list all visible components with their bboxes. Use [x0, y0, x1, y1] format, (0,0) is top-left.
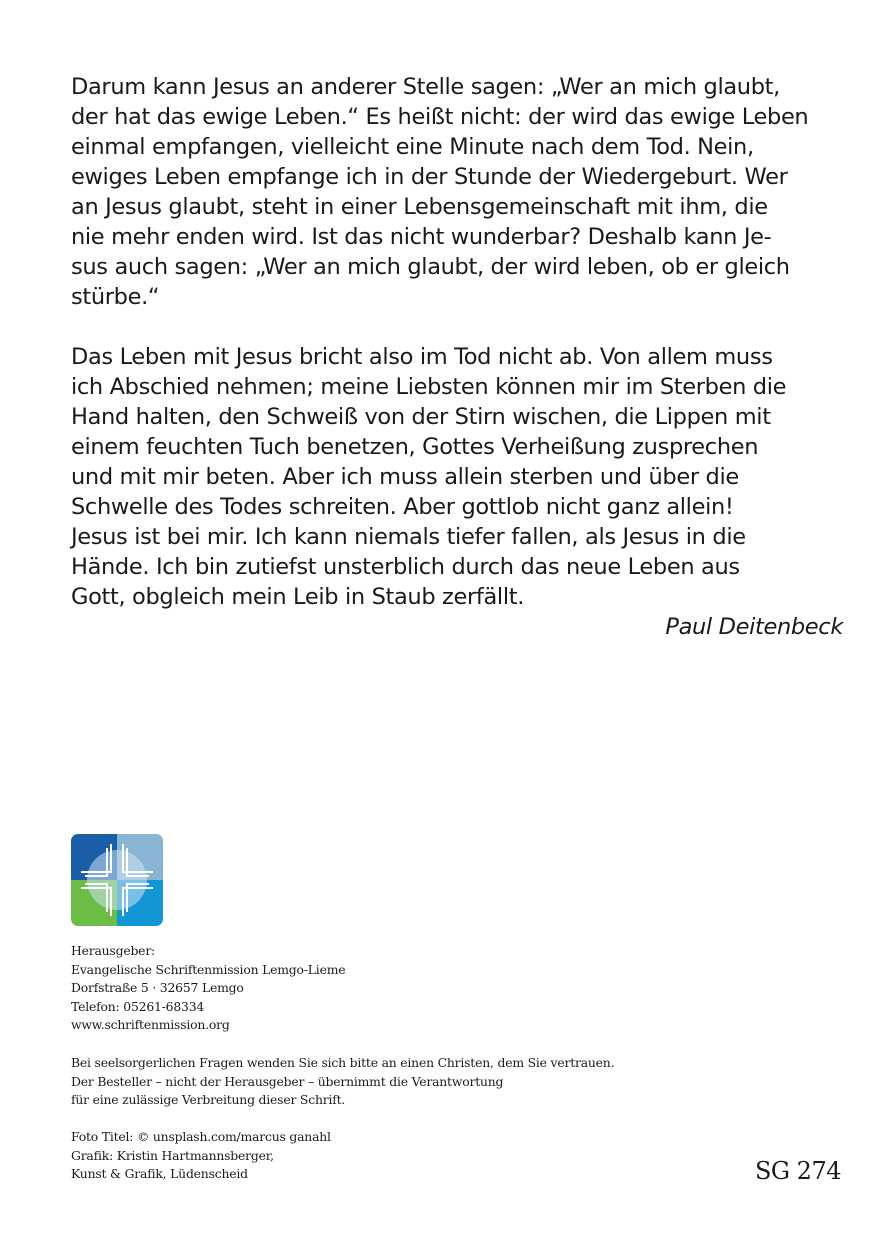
credit-line: Foto Titel: © unsplash.com/marcus ganahl — [71, 1129, 331, 1144]
publisher-info — [71, 942, 345, 1035]
text-line: Schwelle des Todes schreiten. Aber gottlob nicht ganz allein! — [71, 494, 734, 520]
paragraph-2 — [71, 342, 846, 642]
text-line: an Jesus glaubt, steht in einer Lebensgemeinschaft mit ihm, die — [71, 194, 768, 220]
text-line: einem feuchten Tuch benetzen, Gottes Verheißung zusprechen — [71, 434, 759, 460]
text-line: der hat das ewige Leben.“ Es heißt nicht: der wird das ewige Leben — [71, 104, 809, 130]
text-line: Gott, obgleich mein Leib in Staub zerfällt. — [71, 584, 524, 610]
main-text — [71, 72, 846, 642]
pastoral-notice — [71, 1054, 614, 1110]
text-line: ich Abschied nehmen; meine Liebsten können mir im Sterben die — [71, 374, 787, 400]
text-line: Das Leben mit Jesus bricht also im Tod nicht ab. Von allem muss — [71, 344, 773, 370]
text-line: Darum kann Jesus an anderer Stelle sagen: „Wer an mich glaubt, — [71, 74, 780, 100]
tract-code: SG 274 — [754, 1157, 841, 1185]
credit-line: Kunst & Grafik, Lüdenscheid — [71, 1166, 248, 1182]
publisher-label: Herausgeber: — [71, 943, 156, 958]
text-line: stürbe.“ — [71, 284, 160, 310]
notice-line: für eine zulässige Verbreitung dieser Schrift. — [71, 1092, 346, 1108]
text-line: Hände. Ich bin zutiefst unsterblich durch das neue Leben aus — [71, 554, 740, 580]
publisher-address: Dorfstraße 5 · 32657 Lemgo — [71, 980, 244, 996]
publisher-phone: Telefon: 05261-68334 — [71, 998, 205, 1014]
notice-line: Der Besteller – nicht der Herausgeber – übernimmt die Verantwortung — [71, 1073, 504, 1089]
author-name: Paul Deitenbeck — [665, 614, 843, 640]
notice-line: Bei seelsorgerlichen Fragen wenden Sie sich bitte an einen Christen, dem Sie vertrauen. — [71, 1055, 615, 1070]
text-line: nie mehr enden wird. Ist das nicht wunderbar? Deshalb kann Je- — [71, 224, 772, 250]
credit-line: Grafik: Kristin Hartmannsberger, — [71, 1147, 274, 1163]
text-line: Jesus ist bei mir. Ich kann niemals tiefer fallen, als Jesus in die — [71, 524, 746, 550]
text-line: und mit mir beten. Aber ich muss allein sterben und über die — [71, 464, 739, 490]
logo-circle — [87, 850, 147, 910]
cross-logo-icon — [71, 834, 163, 926]
text-line: sus auch sagen: „Wer an mich glaubt, der wird leben, ob er gleich — [71, 254, 790, 280]
logo — [71, 834, 163, 926]
text-line: ewiges Leben empfange ich in der Stunde der Wiedergeburt. Wer — [71, 164, 788, 190]
text-line: einmal empfangen, vielleicht eine Minute nach dem Tod. Nein, — [71, 134, 754, 160]
paragraph-1 — [71, 72, 846, 312]
publisher-name: Evangelische Schriftenmission Lemgo-Lieme — [71, 961, 346, 977]
image-credits — [71, 1128, 331, 1184]
text-line: Hand halten, den Schweiß von der Stirn wischen, die Lippen mit — [71, 404, 771, 430]
publisher-website: www.schriftenmission.org — [71, 1017, 230, 1033]
